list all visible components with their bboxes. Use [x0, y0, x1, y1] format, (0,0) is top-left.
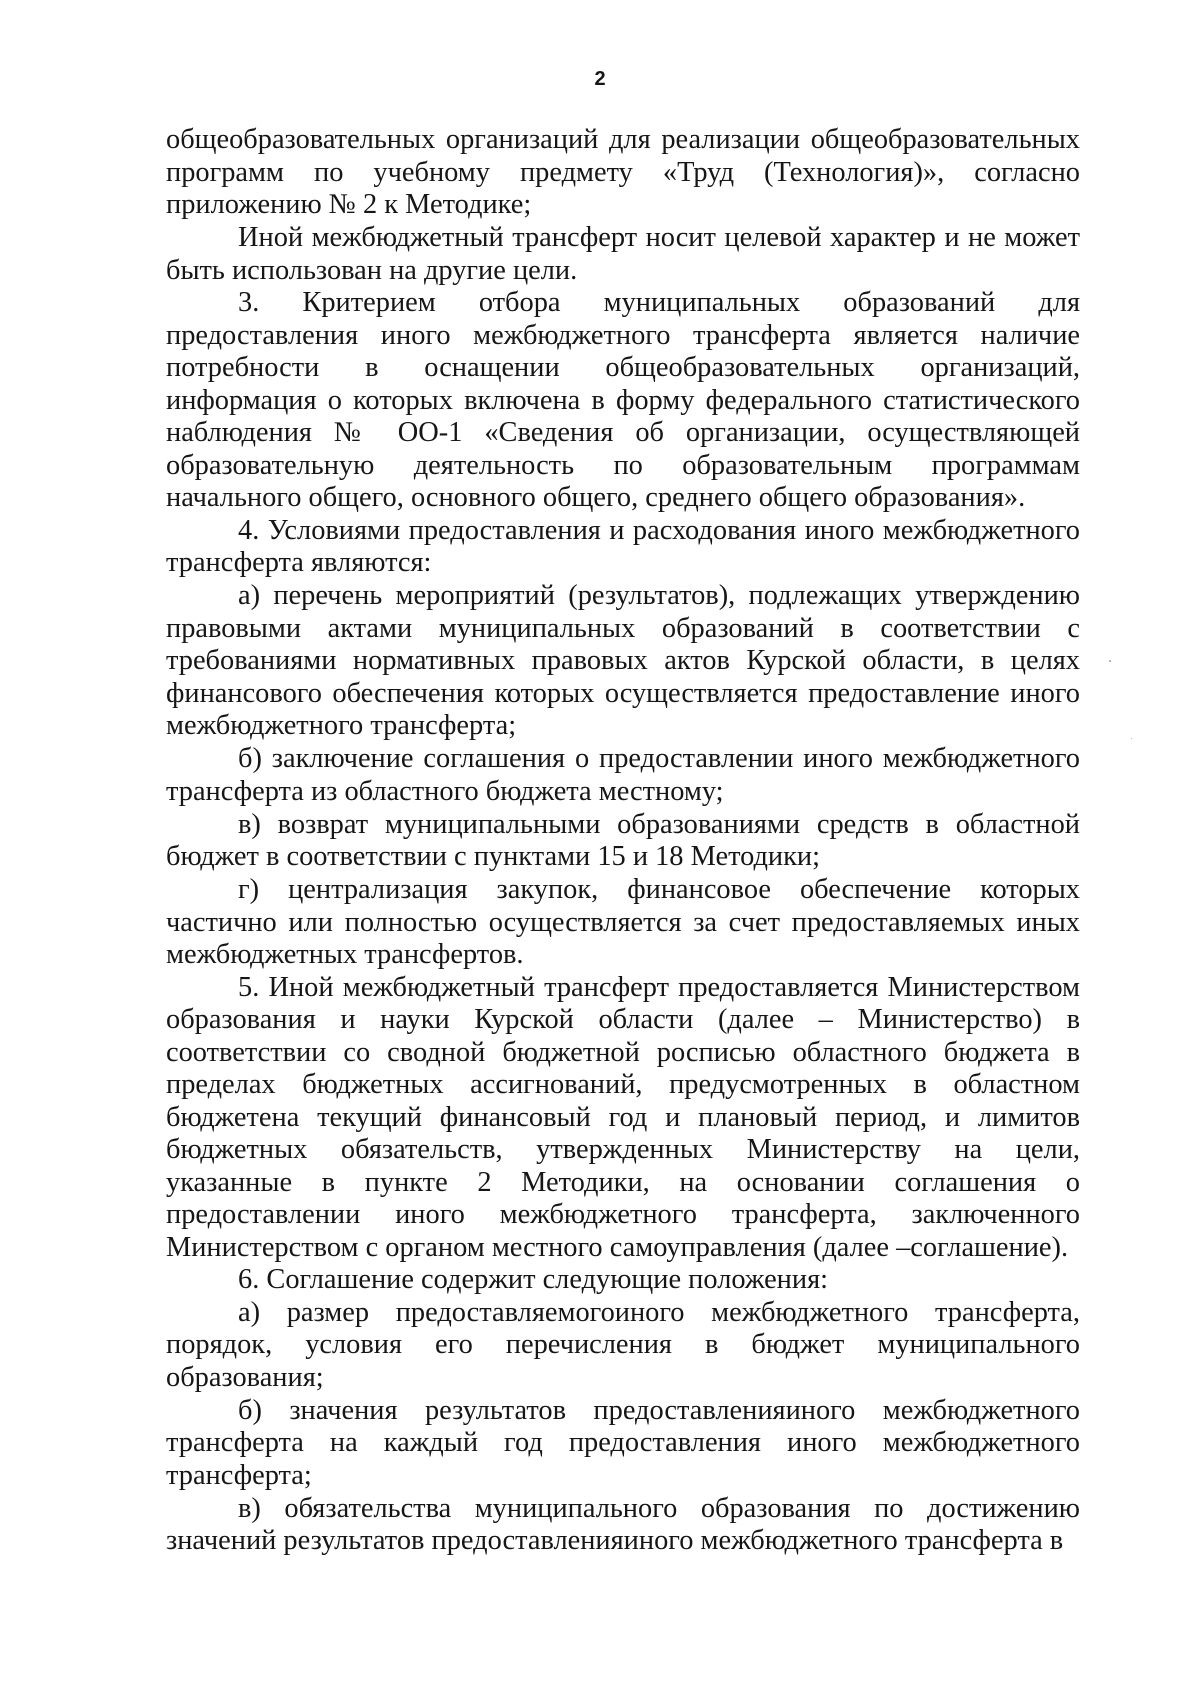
- document-body: [166, 124, 1080, 1558]
- paragraph-4-item-g: г) централизация закупок, финансовое обеспечение которых частично или полностью осуществляется за счет предоставляемых иных межбюджетных трансфертов.: [166, 874, 1080, 970]
- paragraph-5-provision: 5. Иной межбюджетный трансферт предоставляется Министерством образования и науки Курской области (далее – Министерство) в соответствии со сводной бюджетной росписью областного бюджета в пределах бюджетных ассигнований, предусмотренных в областном бюджетена текущий финансовый год и плановый период, и лимитов бюджетных обязательств, утвержденных Министерству на цели, указанные в пункте 2 Методики, на основании соглашения о предоставлении иного межбюджетного трансферта, заключенного Министерством с органом местного самоуправления (далее –соглашение).: [166, 971, 1080, 1263]
- paragraph-targeted-nature: Иной межбюджетный трансферт носит целевой характер и не может быть использован на другие цели.: [166, 222, 1080, 286]
- paragraph-6-item-b: б) значения результатов предоставленияиного межбюджетного трансферта на каждый год предоставления иного межбюджетного трансферта;: [166, 1394, 1080, 1491]
- paragraph-6-item-v: в) обязательства муниципального образования по достижению значений результатов предоставленияиного межбюджетного трансферта в: [166, 1492, 1080, 1556]
- paragraph-6-item-a: а) размер предоставляемогоиного межбюджетного трансферта, порядок, условия его перечисления в бюджет муниципального образования;: [166, 1296, 1080, 1393]
- paragraph-continuation: общеобразовательных организаций для реализации общеобразовательных программ по учебному предмету «Труд (Технология)», согласно приложению № 2 к Методике;: [166, 124, 1080, 220]
- page-number: 2: [594, 68, 606, 90]
- paragraph-4-conditions: 4. Условиями предоставления и расходования иного межбюджетного трансферта являются:: [166, 514, 1080, 578]
- paragraph-4-item-v: в) возврат муниципальными образованиями средств в областной бюджет в соответствии с пунктами 15 и 18 Методики;: [166, 808, 1080, 872]
- paragraph-4-item-b: б) заключение соглашения о предоставлении иного межбюджетного трансферта из областного бюджета местному;: [166, 743, 1080, 807]
- paragraph-3-criterion: 3. Критерием отбора муниципальных образований для предоставления иного межбюджетного трансферта является наличие потребности в оснащении общеобразовательных организаций, информация о которых включена в форму федерального статистического наблюдения № ОО-1 «Сведения об организации, осуществляющей образовательную деятельность по образовательным программам начального общего, основного общего, среднего общего образования».: [166, 287, 1080, 513]
- paragraph-6-agreement: 6. Соглашение содержит следующие положения:: [238, 1264, 829, 1295]
- scan-speck: [1109, 660, 1111, 662]
- scan-speck: [1131, 738, 1132, 739]
- paragraph-4-item-a: а) перечень мероприятий (результатов), подлежащих утверждению правовыми актами муниципальных образований в соответствии с требованиями нормативных правовых актов Курской области, в целях финансового обеспечения которых осуществляется предоставление иного межбюджетного трансферта;: [166, 580, 1080, 741]
